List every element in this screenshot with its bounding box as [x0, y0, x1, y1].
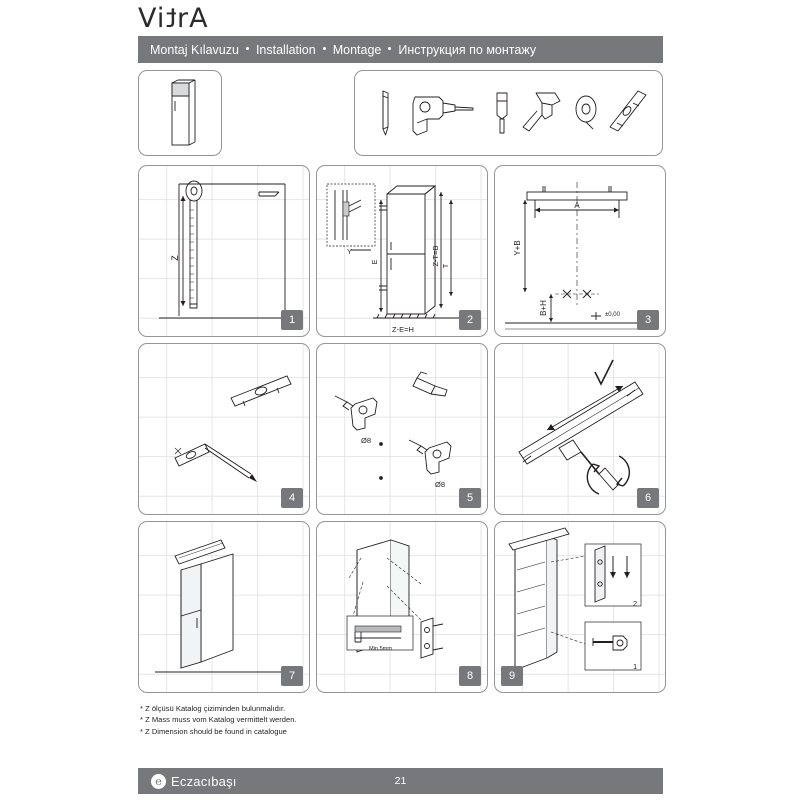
- svg-text:Z: Z: [170, 255, 180, 261]
- footnote-tr: * Z ölçüsü Katalog çiziminden bulunmalıdır.: [140, 704, 286, 713]
- step-number-7: 7: [281, 666, 303, 686]
- page-number: 21: [394, 775, 407, 787]
- title-item-de: Montage: [332, 42, 382, 57]
- step-4-box: [138, 343, 310, 515]
- footnotes: [140, 703, 297, 737]
- footer-bar: [138, 768, 663, 794]
- svg-text:A: A: [574, 201, 580, 210]
- step-number-1: 1: [281, 310, 303, 330]
- spirit-level-icon: [610, 91, 646, 131]
- drill-icon: [409, 440, 451, 474]
- svg-text:Y: Y: [347, 247, 353, 256]
- drill-icon: [413, 97, 473, 135]
- eczacibasi-logo-text: Eczacıbaşı: [171, 773, 237, 789]
- svg-text:E: E: [370, 259, 379, 265]
- step-number-5: 5: [459, 488, 481, 508]
- separator-dot: [388, 47, 391, 50]
- title-item-en: Installation: [255, 42, 316, 57]
- svg-text:B+H: B+H: [539, 300, 548, 316]
- step-8-box: [316, 521, 488, 693]
- svg-text:Z-T=B: Z-T=B: [431, 245, 440, 267]
- hammer-icon: [523, 93, 560, 131]
- footnote-en: * Z Dimension should be found in catalogue: [140, 726, 287, 736]
- step-1-box: [138, 165, 310, 337]
- screwdriver-icon: [497, 93, 507, 133]
- svg-text:T: T: [441, 263, 450, 269]
- svg-text:Min.5mm: Min.5mm: [369, 646, 392, 652]
- svg-text:Y+B: Y+B: [513, 240, 522, 256]
- tape-measure-icon: [576, 96, 596, 129]
- step-3-box: [494, 165, 666, 337]
- step-number-6: 6: [637, 488, 659, 508]
- brand-name: VitrA: [138, 2, 209, 34]
- brand-logo: [138, 2, 209, 34]
- svg-text:Ø8: Ø8: [361, 436, 372, 445]
- svg-text:±0,00: ±0,00: [605, 312, 620, 318]
- step-number-3: 3: [637, 310, 659, 330]
- svg-text:2: 2: [633, 599, 638, 608]
- step-5-box: [316, 343, 488, 515]
- svg-text:Z-E=H: Z-E=H: [392, 325, 414, 334]
- title-item-tr: Montaj Kılavuzu: [150, 42, 239, 57]
- step-9-box: [494, 521, 666, 693]
- eczacibasi-logo-icon: e: [151, 774, 166, 789]
- spirit-level-icon: [231, 376, 291, 406]
- step-number-9: 9: [501, 666, 523, 686]
- pencil-icon: [383, 91, 388, 135]
- svg-text:1: 1: [633, 662, 638, 671]
- product-illustration-box: [138, 70, 222, 156]
- footnote-de: * Z Mass muss vom Katalog vermittelt werden.: [140, 715, 297, 725]
- step-number-8: 8: [459, 666, 481, 686]
- step-number-2: 2: [459, 310, 481, 330]
- title-bar: [138, 36, 663, 63]
- step-7-box: [138, 521, 310, 693]
- tools-box: [354, 70, 663, 156]
- svg-text:Ø8: Ø8: [435, 480, 446, 489]
- drill-icon: [335, 396, 377, 430]
- step-2-box: [316, 165, 488, 337]
- title-item-ru: Инструкция по монтажу: [398, 42, 537, 57]
- step-number-4: 4: [281, 488, 303, 508]
- separator-dot: [323, 47, 326, 50]
- separator-dot: [246, 47, 249, 50]
- step-6-box: [494, 343, 666, 515]
